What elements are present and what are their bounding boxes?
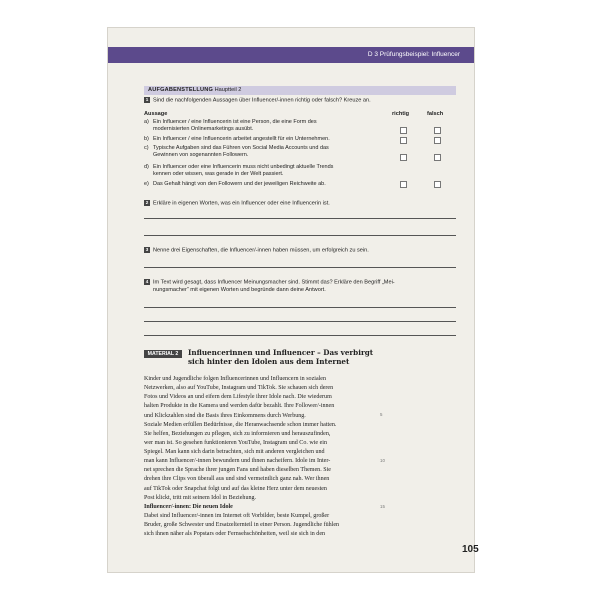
answer-line[interactable] <box>144 307 456 308</box>
task-label: AUFGABENSTELLUNG <box>148 87 214 93</box>
checkbox-b-richtig[interactable] <box>400 137 407 144</box>
statement-a: a) Ein Influencer / eine Influencerin ist eine Person, die eine Form des modernisierten Onlinemarketings ausübt. <box>144 119 317 133</box>
column-aussage: Aussage <box>144 111 168 117</box>
statement-e: e) Das Gehalt hängt von den Followern und der jeweiligen Reichweite ab. <box>144 181 326 187</box>
worksheet-page <box>108 28 479 572</box>
checkbox-d-falsch[interactable] <box>434 181 441 188</box>
checkbox-c-richtig[interactable] <box>400 154 407 161</box>
material-body: Kinder und Jugendliche folgen Influencerinnen und Influencern in sozialen Netzwerken, also auf YouTube, Instagram und TikTok. Sie schauen sich deren Fotos und Videos an und eifern dem Lifestyle ihrer Idole nach. Die wiederum halten Produkte in die Kamera und werden dafür bezahlt. Ihre Follower/-innen und Klickzahlen sind die Basis ihres Einkommens durch Werbung. Soziale Medien erfüllen Bedürfnisse, die Heranwachsende schon immer hatten. Sie helfen, Beziehungen zu pflegen, sich zu informieren und herauszufinden, wer man ist. So gesehen funktionieren YouTube, Instagram und Co. wie ein Spiegel. Man kann sich darin betrachten, sich mit anderen vergleichen und man kann Influencer/-innen bewundern und ihnen nacheifern. Idole im Inter- net sprechen die Sprache ihrer jungen Fans und haben dieselben Themen. Sie drehen ihre Clips von überall aus und sind vermeintlich ganz nah. Wer ihnen auf TikTok oder Snapchat folgt und auf das kleine Herz unter dem neuesten Post klickt, tritt mit seinem Idol in Beziehung. Influencer/-innen: Die neuen Idole Dabei sind Influencer/-innen im Internet oft Vorbilder, beste Kumpel, großer Bruder, große Schwester und Ersatzelternteil in einer Person. Jugendliche fühlen sich ihnen näher als Popstars oder Fernsehschönheiten, weil sie sich in den <box>144 375 454 539</box>
question-text: Sind die nachfolgenden Aussagen über Influencer/-innen richtig oder falsch? Kreuze an. <box>153 97 371 104</box>
checkbox-a-falsch[interactable] <box>434 127 441 134</box>
answer-line[interactable] <box>144 267 456 268</box>
question-text: Nenne drei Eigenschaften, die Influencer/-innen haben müssen, um erfolgreich zu sein. <box>153 247 369 254</box>
statement-d: d) Ein Influencer oder eine Influencerin muss nicht unbedingt aktuelle Trends kennen oder wissen, was gerade in der Welt passiert. <box>144 164 334 178</box>
material-subheading: Influencer/-innen: Die neuen Idole <box>144 503 233 510</box>
line-number: 10 <box>380 458 385 463</box>
answer-line[interactable] <box>144 218 456 219</box>
question-3 <box>144 247 462 255</box>
question-4 <box>144 279 462 295</box>
line-number: 5 <box>380 412 383 417</box>
page-number: 105 <box>462 544 479 555</box>
answer-line[interactable] <box>144 235 456 236</box>
question-text: nungsmacher“ mit eigenen Worten und begründe dann deine Antwort. <box>153 287 326 293</box>
question-text: Erkläre in eigenen Worten, was ein Influencer oder eine Influencerin ist. <box>153 200 330 207</box>
question-text: Im Text wird gesagt, dass Influencer Meinungsmacher sind. Stimmt das? Erkläre den Begriff „Mei- <box>153 279 395 286</box>
task-heading <box>144 86 456 95</box>
column-richtig: richtig <box>392 111 410 117</box>
question-1 <box>144 97 462 105</box>
question-number: 3 <box>145 247 149 252</box>
task-sub: Hauptteil 2 <box>214 87 242 93</box>
question-number: 1 <box>145 97 149 102</box>
checkbox-b-falsch[interactable] <box>434 137 441 144</box>
answer-line[interactable] <box>144 321 456 322</box>
column-falsch: falsch <box>427 111 444 117</box>
question-2 <box>144 200 462 208</box>
statement-c: c) Typische Aufgaben sind das Führen von Social Media Accounts und das Gewinnen von sogenannten Followern. <box>144 145 329 159</box>
question-number: 4 <box>145 279 149 284</box>
question-number: 2 <box>145 200 149 205</box>
checkbox-d-richtig[interactable] <box>400 181 407 188</box>
statement-b: b) Ein Influencer / eine Influencerin arbeitet angestellt für ein Unternehmen. <box>144 136 330 142</box>
chapter-header: D 3 Prüfungsbeispiel: Influencer <box>108 47 474 63</box>
line-number: 15 <box>380 504 385 509</box>
checkbox-c-falsch[interactable] <box>434 154 441 161</box>
material-title: Influencerinnen und Influencer – Das verbirgt sich hinter den Idolen aus dem Internet <box>188 348 374 367</box>
checkbox-a-richtig[interactable] <box>400 127 407 134</box>
answer-line[interactable] <box>144 335 456 336</box>
material-tag: MATERIAL 2 <box>144 350 182 358</box>
